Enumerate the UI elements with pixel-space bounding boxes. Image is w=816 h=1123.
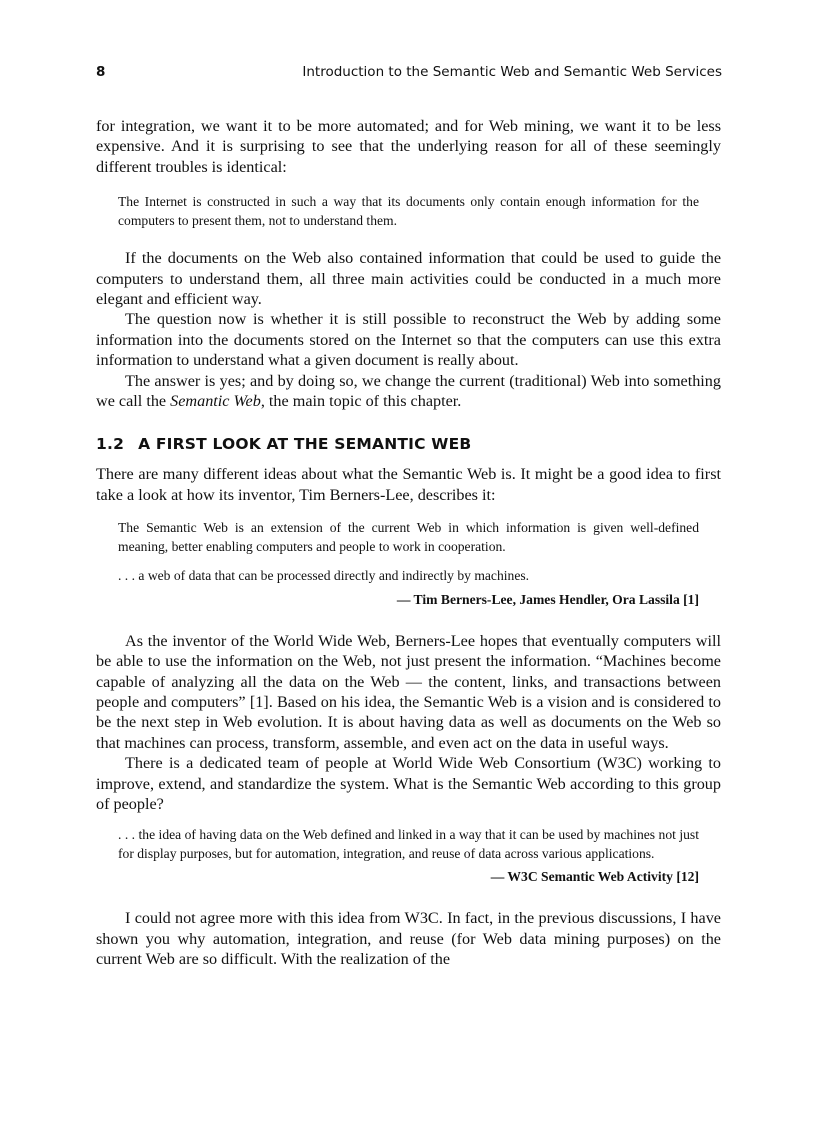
quote-attribution: — Tim Berners-Lee, James Hendler, Ora Lassila [1] bbox=[396, 591, 699, 607]
paragraph: There are many different ideas about what the Semantic Web is. It might be a good idea to first take a look at how its inventor, Tim Berners-Lee, describes it: bbox=[96, 465, 721, 504]
section-number: 1.2 bbox=[96, 435, 125, 454]
page-number: 8 bbox=[96, 64, 106, 80]
paragraph: The question now is whether it is still possible to reconstruct the Web by adding some information into the documents stored on the Internet so that the computers can use this extra information to understand what a given document is really about. bbox=[96, 310, 721, 370]
paragraph: As the inventor of the World Wide Web, Berners-Lee hopes that eventually computers will be able to use the information on the Web, not just present the information. “Machines become capable of analyzing all the data on the Web — the content, links, and transactions between people and computers” [1]. Based on his idea, the Semantic Web is a vision and is considered to be the next step in Web evolution. It is about having data as well as documents on the Web so that machines can process, transform, assemble, and even act on the data in useful ways. bbox=[96, 631, 721, 752]
quote-attribution: — W3C Semantic Web Activity [12] bbox=[490, 869, 699, 885]
body-text bbox=[96, 116, 721, 970]
block-quote: The Semantic Web is an extension of the current Web in which information is given well-defined meaning, better enabling computers and people to work in cooperation. bbox=[118, 520, 699, 554]
paragraph bbox=[96, 371, 721, 412]
block-quote: . . . a web of data that can be processed directly and indirectly by machines. bbox=[118, 568, 530, 584]
paragraph: If the documents on the Web also contained information that could be used to guide the computers to understand them, all three main activities could be conducted in a much more elegant and efficient way. bbox=[96, 249, 721, 309]
running-header bbox=[96, 64, 722, 84]
running-title: Introduction to the Semantic Web and Semantic Web Services bbox=[302, 64, 722, 80]
italic-term: Semantic Web bbox=[170, 392, 261, 411]
block-quote: . . . the idea of having data on the Web defined and linked in a way that it can be used by machines not just for display purposes, but for automation, integration, and reuse of data across various applications. bbox=[118, 827, 699, 861]
section-title: A FIRST LOOK AT THE SEMANTIC WEB bbox=[138, 435, 472, 454]
paragraph: There is a dedicated team of people at World Wide Web Consortium (W3C) working to improve, extend, and standardize the system. What is the Semantic Web according to this group of people? bbox=[96, 754, 721, 814]
paragraph: I could not agree more with this idea from W3C. In fact, in the previous discussions, I have shown you why automation, integration, and reuse (for Web data mining purposes) on the current Web are so difficult. With the realization of the bbox=[96, 909, 721, 969]
block-quote: The Internet is constructed in such a way that its documents only contain enough information for the computers to present them, not to understand them. bbox=[118, 194, 699, 228]
section-heading bbox=[96, 434, 721, 454]
paragraph: for integration, we want it to be more automated; and for Web mining, we want it to be less expensive. And it is surprising to see that the underlying reason for all of these seemingly different troubles is identical: bbox=[96, 117, 721, 176]
text-run: The answer is yes; and by doing so, we change the current (traditional) Web into something we call the bbox=[96, 371, 721, 411]
text-run: , the main topic of this chapter. bbox=[260, 392, 462, 411]
